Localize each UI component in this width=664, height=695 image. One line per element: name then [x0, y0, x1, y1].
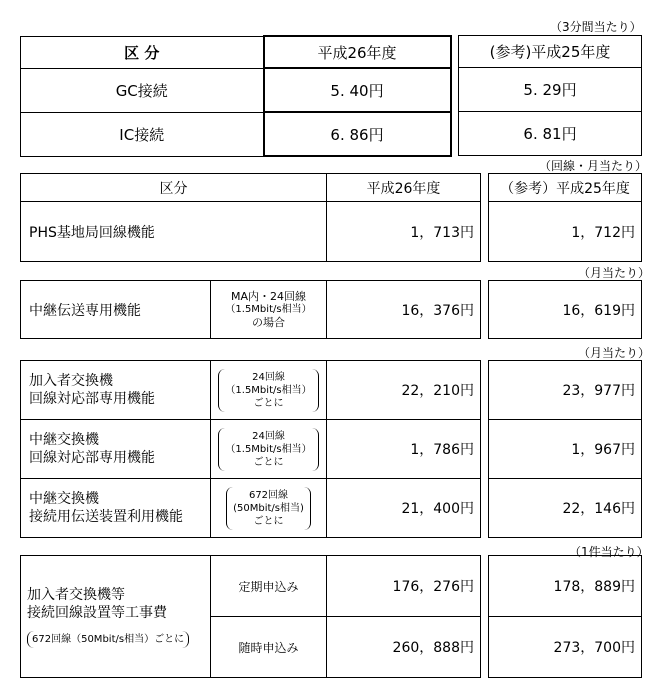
value-fy26: 1，713円 — [327, 202, 481, 262]
condition-bracket: 672回線（50Mbit/s相当）ごとに — [27, 631, 189, 648]
unit-note-line-month: （回線・月当たり） — [539, 159, 648, 173]
table-exchange — [20, 360, 481, 538]
row-label-line: 回線対応部専用機能 — [29, 391, 155, 407]
row-label-line: 中継交換機 — [29, 491, 99, 507]
condition-line: ごとに — [253, 397, 284, 409]
value-fy26: 260，888円 — [327, 617, 481, 678]
condition-cell — [211, 281, 327, 339]
value-fy25: 6. 81円 — [459, 112, 642, 156]
condition-line: (50Mbit/s相当) — [233, 502, 304, 514]
condition-line: 24回線 — [252, 430, 285, 442]
header-fy26: 平成26年度 — [264, 36, 451, 68]
row-label: PHS基地局回線機能 — [21, 202, 327, 262]
value-fy26: 5. 40円 — [264, 68, 451, 112]
application-type: 随時申込み — [211, 617, 327, 678]
header-fy26: 平成26年度 — [327, 174, 481, 202]
condition-bracket — [218, 428, 318, 471]
value-fy25: 1，712円 — [489, 202, 642, 262]
value-fy26: 16，376円 — [327, 281, 481, 339]
unit-note-month: （月当たり） — [578, 266, 651, 280]
table-phs — [20, 173, 481, 262]
value-fy26: 176，276円 — [327, 556, 481, 617]
condition-line: （1.5Mbit/s相当） — [225, 384, 312, 396]
row-label-line: 回線対応部専用機能 — [29, 450, 155, 466]
condition-line: MA内・24回線 — [230, 290, 306, 303]
table-phs-reference — [488, 173, 642, 262]
table-gc-ic — [20, 35, 452, 157]
row-label-line: 加入者交換機 — [29, 373, 113, 389]
unit-note-month: （月当たり） — [578, 346, 651, 360]
table-relay-transmission-reference — [488, 280, 642, 339]
table-construction — [20, 555, 481, 678]
table-relay-transmission — [20, 280, 481, 339]
condition-line: 672回線 — [248, 489, 289, 501]
row-label — [21, 479, 211, 538]
row-label: 中継伝送専用機能 — [21, 281, 211, 339]
condition-cell — [211, 420, 327, 479]
row-label-line: 加入者交換機等 — [27, 586, 125, 603]
condition-cell — [211, 361, 327, 420]
header-kubun: 区 分 — [21, 36, 264, 68]
table-construction-reference — [488, 555, 642, 678]
condition-cell — [211, 479, 327, 538]
value-fy25: 16，619円 — [489, 281, 642, 339]
row-label — [21, 420, 211, 479]
table-exchange-reference — [488, 360, 642, 538]
value-fy25: 22，146円 — [489, 479, 642, 538]
row-label-line: 接続回線設置等工事費 — [27, 604, 167, 621]
row-label — [21, 361, 211, 420]
row-label — [21, 556, 211, 678]
row-label-line: 中継交換機 — [29, 432, 99, 448]
value-fy26: 21，400円 — [327, 479, 481, 538]
application-type: 定期申込み — [211, 556, 327, 617]
row-label: IC接続 — [21, 112, 264, 156]
table-gc-ic-reference — [458, 35, 642, 156]
value-fy25: 5. 29円 — [459, 68, 642, 112]
condition-line: （1.5Mbit/s相当） — [225, 304, 312, 315]
header-fy25: (参考)平成25年度 — [459, 36, 642, 68]
value-fy25: 1，967円 — [489, 420, 642, 479]
header-kubun: 区分 — [21, 174, 327, 202]
value-fy25: 178，889円 — [489, 556, 642, 617]
header-fy25: （参考）平成25年度 — [489, 174, 642, 202]
condition-line: 24回線 — [252, 371, 285, 383]
value-fy26: 22，210円 — [327, 361, 481, 420]
value-fy25: 273，700円 — [489, 617, 642, 678]
condition-line: ごとに — [253, 456, 284, 468]
value-fy26: 1，786円 — [327, 420, 481, 479]
row-label: GC接続 — [21, 68, 264, 112]
unit-note-3min: （3分間当たり） — [550, 20, 642, 34]
row-label-line: 接続用伝送装置利用機能 — [29, 509, 183, 525]
condition-bracket — [226, 487, 311, 530]
condition-line: の場合 — [252, 316, 285, 329]
value-fy26: 6. 86円 — [264, 112, 451, 156]
value-fy25: 23，977円 — [489, 361, 642, 420]
condition-line: ごとに — [253, 515, 284, 527]
condition-line: （1.5Mbit/s相当） — [225, 443, 312, 455]
condition-bracket — [218, 369, 318, 412]
unit-note-per-case: （1件当たり） — [569, 545, 649, 559]
